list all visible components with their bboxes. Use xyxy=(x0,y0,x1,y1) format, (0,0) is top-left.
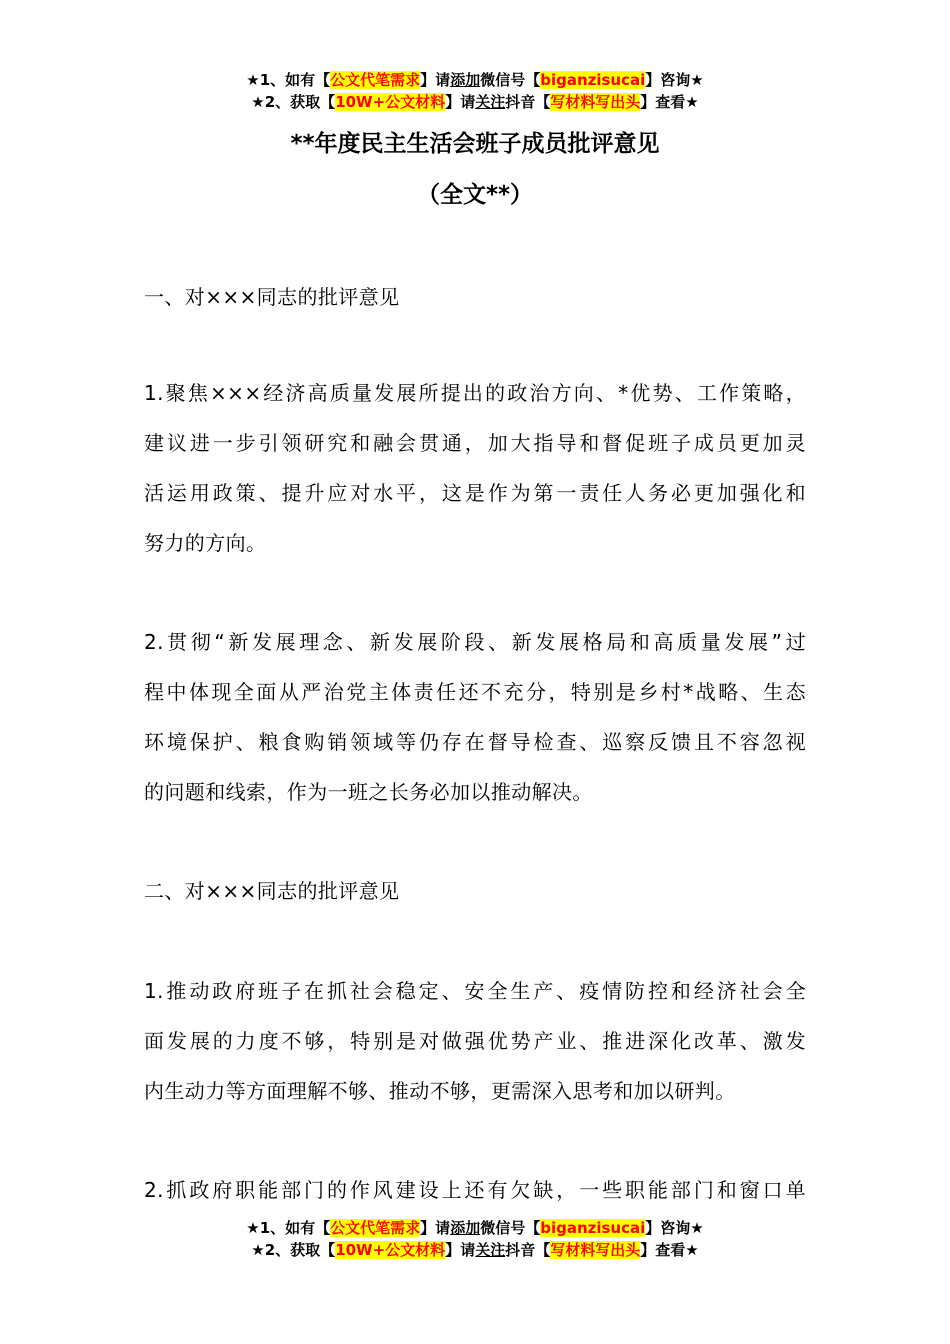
section-1-heading: 一、对×××同志的批评意见 xyxy=(144,285,400,309)
promo-banner-top xyxy=(0,69,950,113)
highlight-text: biganzisucai xyxy=(540,71,646,89)
paragraph-line: 1.聚焦×××经济高质量发展所提出的政治方向、*优势、工作策略， xyxy=(144,381,806,405)
highlight-text: 公文代笔需求 xyxy=(330,1219,421,1237)
underlined-text: 关注 xyxy=(475,1241,506,1259)
promo-line-1: ★1、如有【公文代笔需求】请添加微信号【biganzisucai】咨询★ xyxy=(246,1219,704,1237)
paragraph-line: 内生动力等方面理解不够、推动不够，更需深入思考和加以研判。 xyxy=(144,1079,736,1103)
promo-line-1: ★1、如有【公文代笔需求】请添加微信号【biganzisucai】咨询★ xyxy=(246,71,704,89)
underlined-text: 关注 xyxy=(475,93,506,111)
paragraph-line: 2.贯彻“新发展理念、新发展阶段、新发展格局和高质量发展”过 xyxy=(144,630,806,654)
paragraph-line: 建议进一步引领研究和融会贯通，加大指导和督促班子成员更加灵 xyxy=(144,431,806,455)
paragraph-line: 环境保护、粮食购销领域等仍存在督导检查、巡察反馈且不容忽视 xyxy=(144,730,806,754)
paragraph-line: 努力的方向。 xyxy=(144,531,267,555)
highlight-text: 写材料写出头 xyxy=(550,93,641,111)
promo-line-2: ★2、获取【10W+公文材料】请关注抖音【写材料写出头】查看★ xyxy=(251,1241,699,1259)
promo-banner-bottom xyxy=(0,1217,950,1261)
section-2-item-2 xyxy=(144,1165,806,1215)
paragraph-line: 面发展的力度不够，特别是对做强优势产业、推进深化改革、激发 xyxy=(144,1029,806,1053)
promo-line-2: ★2、获取【10W+公文材料】请关注抖音【写材料写出头】查看★ xyxy=(251,93,699,111)
underlined-text: 添加 xyxy=(450,1219,481,1237)
underlined-text: 添加 xyxy=(450,71,481,89)
section-1-item-1 xyxy=(144,368,806,568)
section-2-item-1 xyxy=(144,966,806,1116)
section-1-item-2 xyxy=(144,617,806,817)
section-2-heading: 二、对×××同志的批评意见 xyxy=(144,879,400,903)
highlight-text: 公文代笔需求 xyxy=(330,71,421,89)
highlight-text: 写材料写出头 xyxy=(550,1241,641,1259)
highlight-text: 10W+公文材料 xyxy=(335,1241,446,1259)
document-subtitle: （全文**） xyxy=(416,182,534,208)
document-title: **年度民主生活会班子成员批评意见 xyxy=(290,131,660,157)
paragraph-line: 2.抓政府职能部门的作风建设上还有欠缺，一些职能部门和窗口单 xyxy=(144,1178,806,1202)
highlight-text: biganzisucai xyxy=(540,1219,646,1237)
paragraph-line: 的问题和线索，作为一班之长务必加以推动解决。 xyxy=(144,780,593,804)
paragraph-line: 程中体现全面从严治党主体责任还不充分，特别是乡村*战略、生态 xyxy=(144,680,806,704)
highlight-text: 10W+公文材料 xyxy=(335,93,446,111)
paragraph-line: 活运用政策、提升应对水平，这是作为第一责任人务必更加强化和 xyxy=(144,481,806,505)
paragraph-line: 1.推动政府班子在抓社会稳定、安全生产、疫情防控和经济社会全 xyxy=(144,979,806,1003)
